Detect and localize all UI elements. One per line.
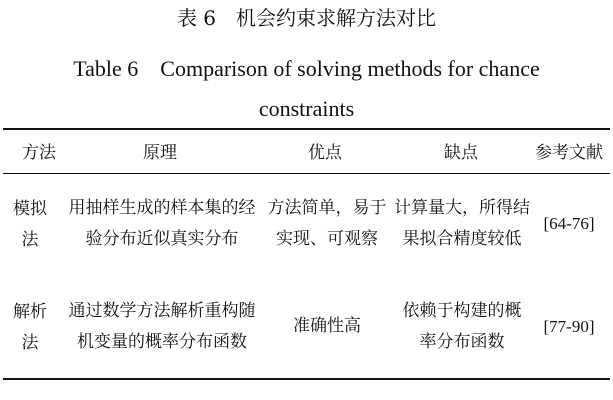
disadvantages-cell bbox=[398, 279, 526, 374]
principle-cell bbox=[68, 279, 256, 374]
method-text: 解析法 bbox=[13, 301, 47, 353]
header-method: 方法 bbox=[22, 143, 56, 163]
references-text: [64-76] bbox=[543, 214, 595, 233]
disadvantages-text: 计算量大，所得结果拟合精度较低 bbox=[394, 197, 530, 249]
advantages-cell bbox=[266, 279, 388, 374]
references-text: [77-90] bbox=[543, 317, 595, 336]
table-caption-english: Table 6 Comparison of solving methods for chance constraints bbox=[73, 56, 540, 121]
table-bottom-rule bbox=[3, 378, 610, 380]
principle-text: 用抽样生成的样本集的经验分布近似真实分布 bbox=[68, 197, 256, 249]
table-top-rule bbox=[3, 128, 610, 130]
disadvantages-text: 依赖于构建的概率分布函数 bbox=[402, 300, 522, 352]
disadvantages-cell bbox=[393, 176, 531, 271]
advantages-cell bbox=[266, 176, 388, 271]
references-cell bbox=[530, 279, 608, 374]
advantages-text: 方法简单，易于实现、可观察 bbox=[267, 197, 387, 249]
header-references: 参考文献 bbox=[535, 143, 603, 163]
header-advantages: 优点 bbox=[308, 143, 342, 163]
references-cell bbox=[530, 176, 608, 271]
method-cell bbox=[10, 178, 50, 271]
principle-text: 通过数学方法解析重构随机变量的概率分布函数 bbox=[68, 300, 256, 352]
table-caption-chinese: 表 6 机会约束求解方法对比 bbox=[176, 6, 437, 30]
principle-cell bbox=[68, 176, 256, 271]
advantages-text: 准确性高 bbox=[293, 316, 361, 336]
header-disadvantages: 缺点 bbox=[444, 143, 478, 163]
table-header-rule bbox=[3, 173, 610, 174]
header-principle: 原理 bbox=[143, 143, 177, 163]
method-cell bbox=[10, 281, 50, 374]
method-text: 模拟法 bbox=[13, 198, 47, 250]
